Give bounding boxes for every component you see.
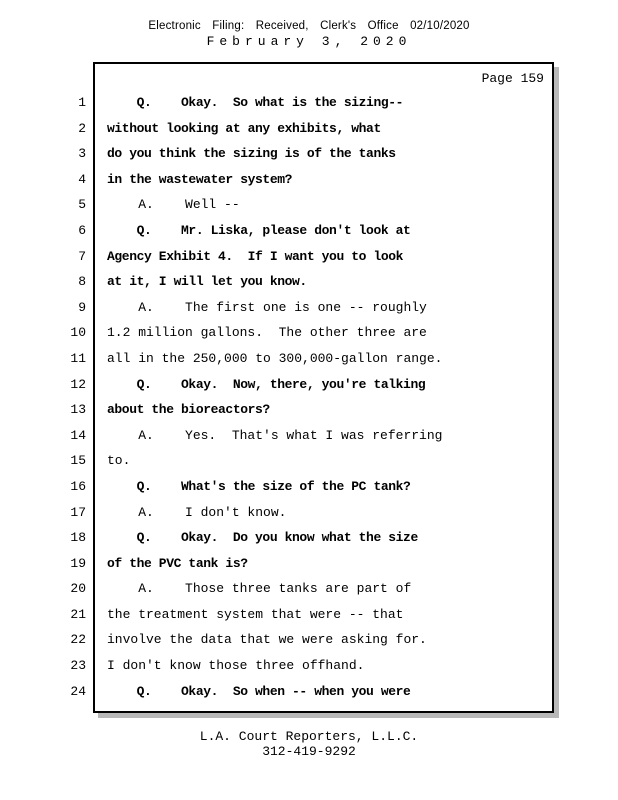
line-number: 22 [70, 632, 86, 648]
question-line-text: in the wastewater system? [107, 171, 293, 187]
question-line-text: Q. Okay. Do you know what the size [107, 530, 418, 546]
question-line-text: Agency Exhibit 4. If I want you to look [107, 248, 404, 264]
question-line-text: at it, I will let you know. [107, 274, 307, 290]
answer-line-text: A. I don't know. [107, 504, 287, 520]
line-number: 12 [70, 376, 86, 392]
electronic-filing-stamp: Electronic Filing: Received, Clerk's Office 02/10/2020 [148, 20, 470, 32]
line-number: 8 [78, 274, 86, 290]
line-number: 21 [70, 606, 86, 622]
transcript-line [0, 448, 618, 474]
answer-line-text: all in the 250,000 to 300,000-gallon range. [107, 350, 443, 366]
transcript-line [0, 269, 618, 295]
transcript-line [0, 423, 618, 449]
transcript-line [0, 218, 618, 244]
answer-line-text: A. Well -- [107, 197, 240, 213]
transcript-line [0, 192, 618, 218]
answer-line-text: to. [107, 453, 131, 469]
question-line-text: without looking at any exhibits, what [107, 120, 381, 136]
line-number: 24 [70, 683, 86, 699]
transcript-line [0, 295, 618, 321]
transcript-lines [0, 90, 618, 704]
transcript-line [0, 602, 618, 628]
answer-line-text: A. The first one is one -- roughly [107, 299, 427, 315]
line-number: 19 [70, 555, 86, 571]
answer-line-text: involve the data that we were asking for. [107, 632, 427, 648]
line-number: 4 [78, 171, 86, 187]
transcript-line [0, 90, 618, 116]
question-line-text: Q. Okay. So what is the sizing-- [107, 95, 404, 110]
question-line-text: Q. Okay. So when -- when you were [107, 683, 411, 699]
line-number: 7 [78, 248, 86, 264]
line-number: 20 [70, 581, 86, 597]
transcript-line [0, 141, 618, 167]
line-number: 3 [78, 146, 86, 162]
line-number: 11 [70, 350, 86, 366]
transcript-line [0, 244, 618, 270]
line-number: 13 [70, 402, 86, 418]
line-number: 17 [70, 504, 86, 520]
question-line-text: Q. Okay. Now, there, you're talking [107, 376, 426, 392]
transcript-line [0, 679, 618, 705]
line-number: 1 [78, 95, 86, 110]
line-number: 5 [78, 197, 86, 213]
transcript-line [0, 474, 618, 500]
filing-header [0, 19, 618, 49]
transcript-line [0, 372, 618, 398]
question-line-text: Q. Mr. Liska, please don't look at [107, 222, 411, 238]
line-number: 2 [78, 120, 86, 136]
question-line-text: do you think the sizing is of the tanks [107, 146, 396, 162]
transcript-line [0, 397, 618, 423]
transcript-line [0, 653, 618, 679]
deposition-date: February 3, 2020 [206, 34, 412, 49]
question-line-text: of the PVC tank is? [107, 555, 248, 571]
line-number: 14 [70, 427, 86, 443]
line-number: 10 [70, 325, 86, 341]
line-number: 6 [78, 222, 86, 238]
transcript-line [0, 525, 618, 551]
line-number: 15 [70, 453, 86, 469]
transcript-line [0, 500, 618, 526]
transcript-line [0, 627, 618, 653]
reporter-phone: 312-419-9292 [262, 743, 356, 759]
transcript-line [0, 346, 618, 372]
transcript-line [0, 551, 618, 577]
transcript-line [0, 576, 618, 602]
reporter-footer [0, 730, 618, 759]
line-number: 9 [78, 299, 86, 315]
line-number: 16 [70, 478, 86, 494]
transcript-line [0, 116, 618, 142]
line-number: 18 [70, 530, 86, 546]
transcript-line [0, 167, 618, 193]
answer-line-text: I don't know those three offhand. [107, 658, 365, 674]
question-line-text: about the bioreactors? [107, 402, 270, 418]
transcript-line [0, 320, 618, 346]
reporter-company: L.A. Court Reporters, L.L.C. [199, 729, 419, 744]
answer-line-text: 1.2 million gallons. The other three are [107, 325, 427, 341]
answer-line-text: A. Yes. That's what I was referring [107, 427, 443, 443]
page-number-label: Page 159 [481, 71, 544, 86]
answer-line-text: the treatment system that were -- that [107, 606, 404, 622]
question-line-text: Q. What's the size of the PC tank? [107, 478, 411, 494]
answer-line-text: A. Those three tanks are part of [107, 581, 412, 597]
line-number: 23 [70, 658, 86, 674]
